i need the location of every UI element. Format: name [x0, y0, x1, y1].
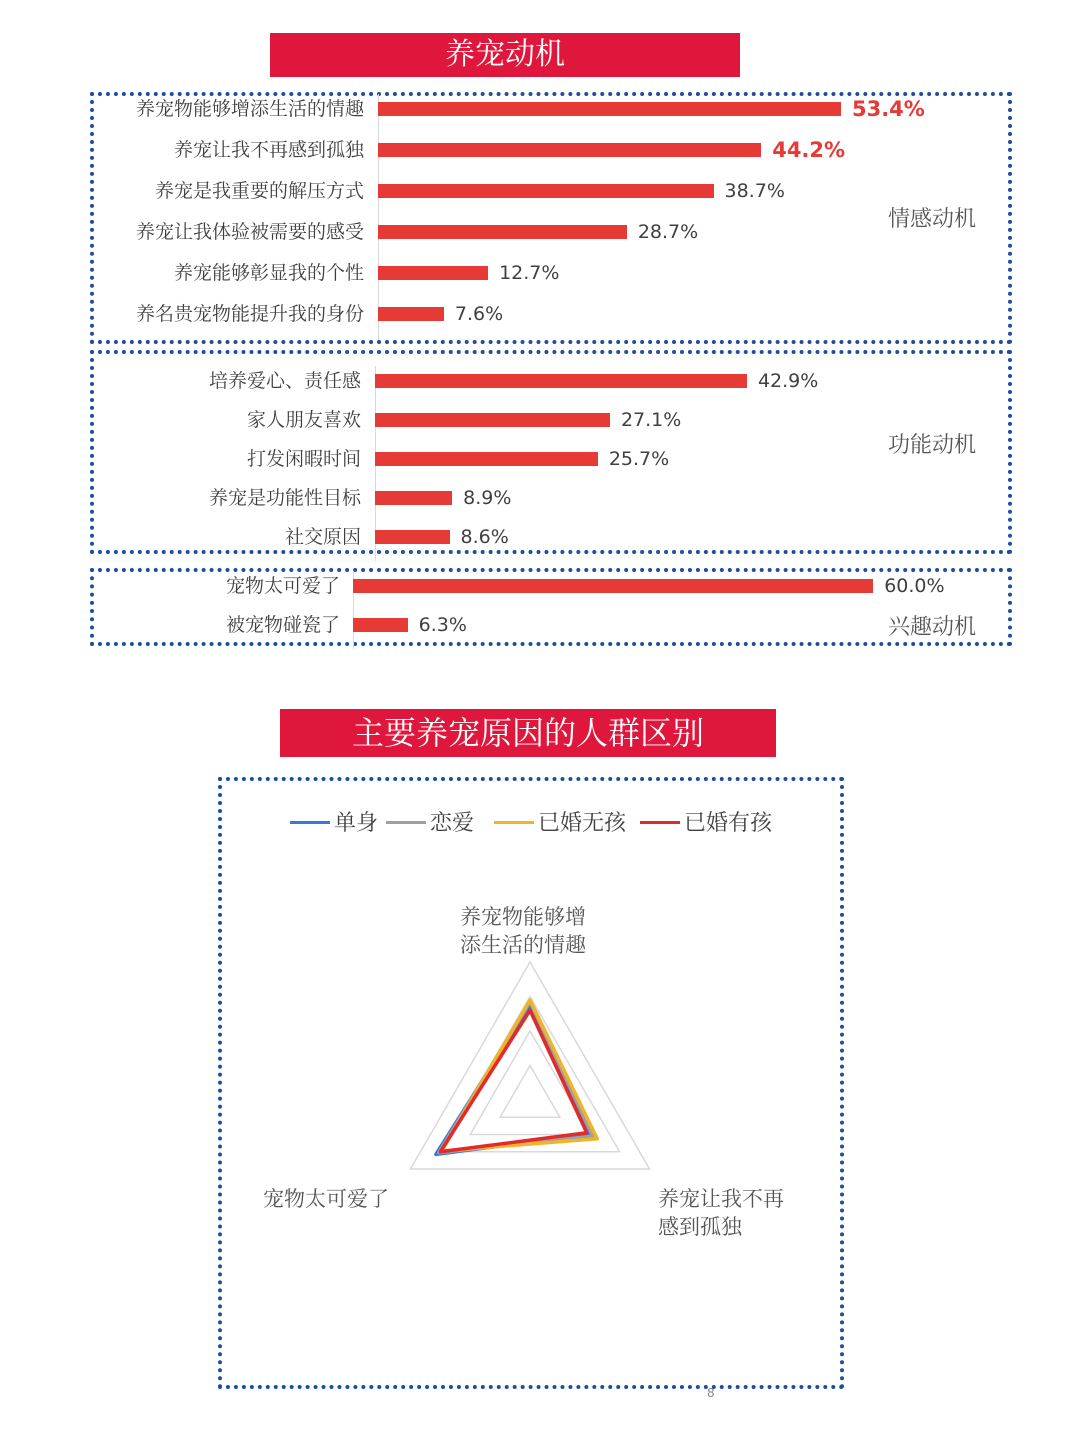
bar-label: 社交原因 — [284, 526, 361, 548]
legend-label: 恋爱 — [430, 811, 475, 836]
bar-value-label: 6.3% — [418, 614, 467, 636]
bar-value-label: 7.6% — [454, 303, 504, 325]
page-number: 8 — [707, 1386, 715, 1400]
radar-category-label — [263, 1185, 389, 1213]
legend-label: 已婚有孩 — [684, 811, 773, 836]
bar-label: 养宠让我体验被需要的感受 — [135, 221, 364, 243]
bar-value-label: 42.9% — [757, 370, 819, 392]
bar-label: 被宠物碰瓷了 — [225, 614, 340, 636]
bar-value-label: 8.6% — [460, 526, 509, 548]
radar-category-label-line: 宠物太可爱了 — [263, 1187, 389, 1211]
bar-label: 养名贵宠物能提升我的身份 — [135, 303, 364, 325]
radar-grid-ring — [500, 1066, 560, 1118]
bar-label: 培养爱心、责任感 — [208, 370, 361, 392]
group-label-interest: 兴趣动机 — [887, 615, 976, 640]
bar-label: 养宠物能够增添生活的情趣 — [135, 98, 364, 120]
section-title-group-difference: 主要养宠原因的人群区别 — [280, 709, 776, 757]
bar-value-label: 25.7% — [608, 448, 670, 470]
bar-value-label: 12.7% — [499, 262, 560, 284]
group-label-functional: 功能动机 — [887, 433, 976, 458]
bar-value-label: 38.7% — [724, 180, 785, 202]
bar-label: 打发闲暇时间 — [246, 448, 361, 470]
bar-label: 养宠让我不再感到孤独 — [173, 139, 364, 161]
radar-category-label — [460, 903, 586, 959]
bar-label: 养宠是我重要的解压方式 — [154, 180, 364, 202]
bar-label: 家人朋友喜欢 — [246, 409, 361, 431]
radar-category-label-line: 感到孤独 — [658, 1215, 742, 1239]
bar-value-label: 27.1% — [620, 409, 682, 431]
bar-value-label: 53.4% — [851, 97, 925, 121]
group-label-emotional: 情感动机 — [887, 207, 976, 232]
bar-value-label: 60.0% — [884, 575, 945, 597]
legend-label: 单身 — [334, 811, 379, 836]
legend-label: 已婚无孩 — [538, 811, 627, 836]
radar-category-label-line: 养宠物能够增 — [460, 905, 586, 929]
bar-label: 宠物太可爱了 — [225, 575, 340, 597]
bar-label: 养宠是功能性目标 — [208, 487, 361, 509]
bar-value-label: 44.2% — [772, 138, 846, 162]
bar-value-label: 28.7% — [637, 221, 699, 243]
section-title-motivation: 养宠动机 — [270, 33, 740, 77]
radar-category-label — [658, 1185, 784, 1241]
radar-category-label-line: 添生活的情趣 — [460, 933, 586, 957]
radar-category-label-line: 养宠让我不再 — [658, 1187, 784, 1211]
bar-value-label: 8.9% — [463, 487, 512, 509]
bar-label: 养宠能够彰显我的个性 — [173, 262, 364, 284]
